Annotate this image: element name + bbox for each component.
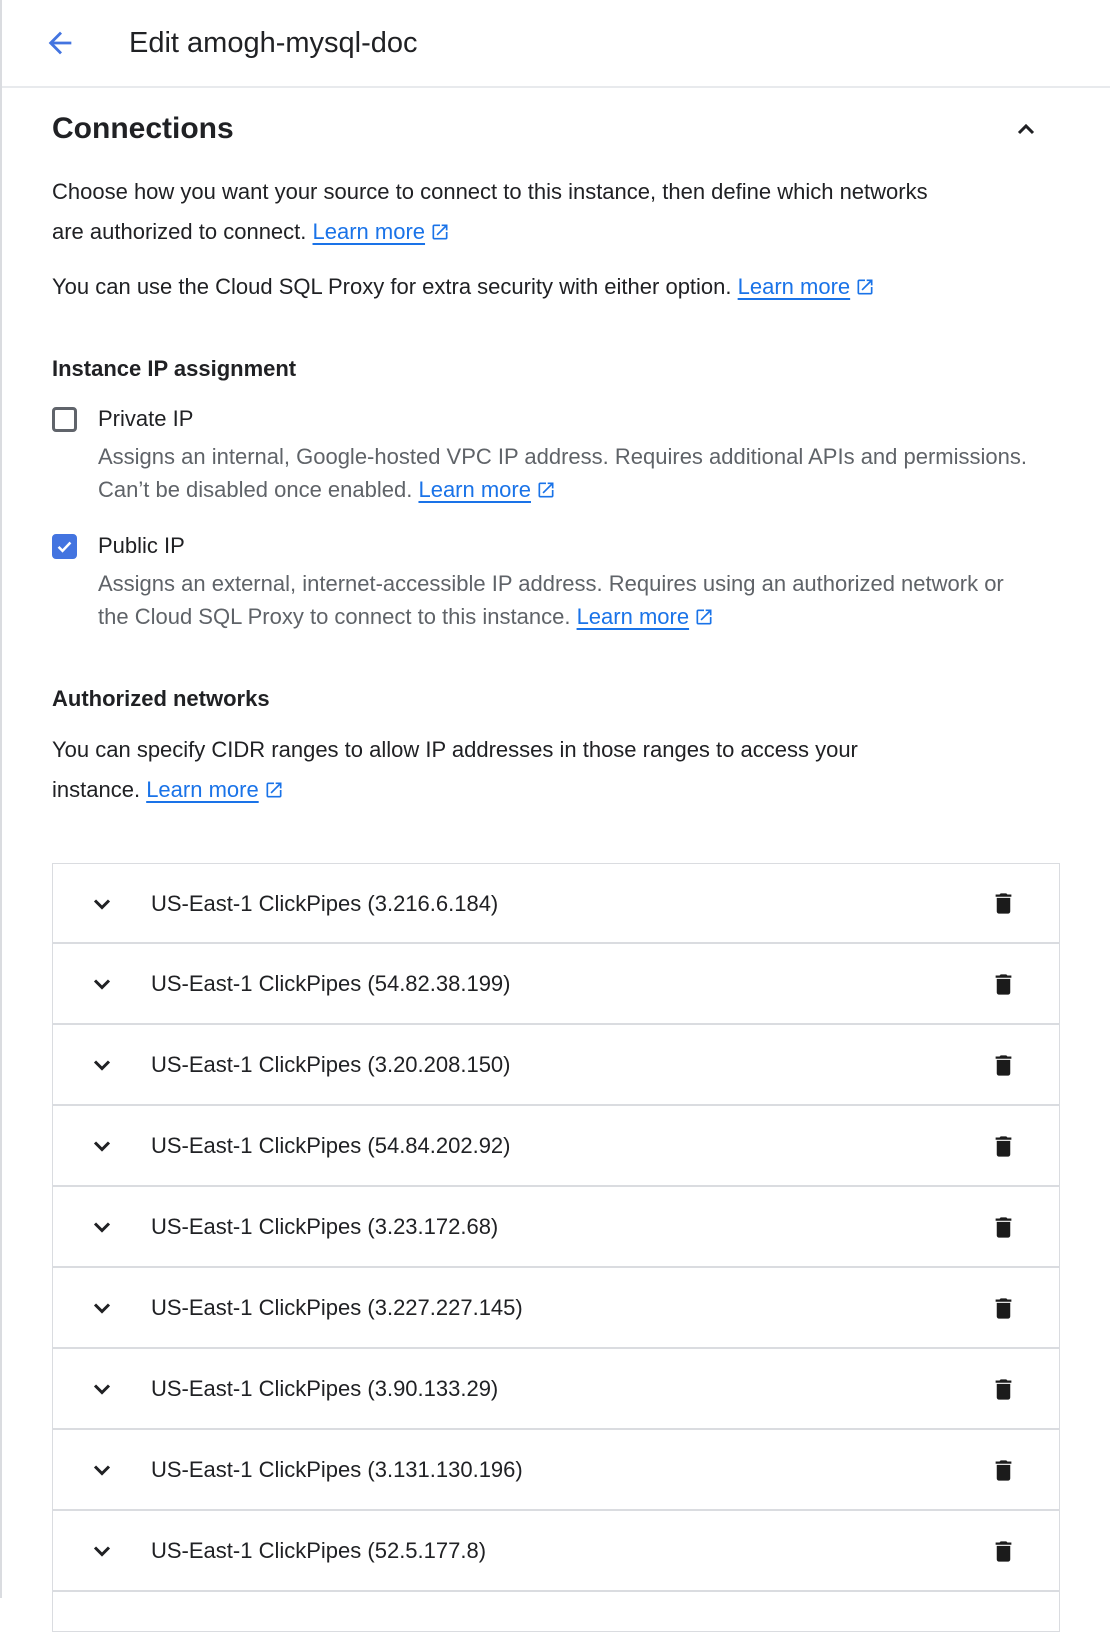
network-row[interactable] [52, 1430, 1060, 1511]
checkbox[interactable] [52, 534, 77, 559]
open-in-new-icon [430, 215, 450, 255]
network-row[interactable] [52, 863, 1060, 944]
trash-icon [990, 1295, 1017, 1322]
checkbox[interactable] [52, 407, 77, 432]
open-in-new-icon [855, 270, 875, 310]
open-in-new-icon [264, 773, 284, 813]
chevron-down-icon [87, 889, 117, 919]
checkmark-icon [55, 537, 74, 556]
delete-network-button[interactable] [987, 1535, 1019, 1567]
section-title: Connections [52, 112, 234, 145]
connections-intro-1 [52, 172, 952, 255]
chevron-down-icon [87, 1131, 117, 1161]
network-label: US-East-1 ClickPipes (3.20.208.150) [151, 1052, 511, 1077]
option-description [98, 567, 1038, 636]
network-label: US-East-1 ClickPipes (3.23.172.68) [151, 1214, 499, 1239]
network-row[interactable] [52, 1349, 1060, 1430]
network-label: US-East-1 ClickPipes (3.227.227.145) [151, 1295, 523, 1320]
network-row[interactable] [52, 1187, 1060, 1268]
ip-assignment-heading: Instance IP assignment [52, 356, 297, 381]
delete-network-button[interactable] [987, 1373, 1019, 1405]
chevron-down-icon [87, 1212, 117, 1242]
connections-intro-1-text: Choose how you want your source to connect to this instance, then define which networks are authorized to connect. [52, 179, 928, 244]
checkbox-row[interactable] [52, 533, 1060, 559]
expand-network-button[interactable] [87, 1374, 117, 1404]
option-description-text: Assigns an internal, Google-hosted VPC IP address. Requires additional APIs and permissions. Can’t be disabled once enabled. [98, 444, 1027, 502]
chevron-up-icon [1011, 114, 1041, 144]
connections-intro-2-text: You can use the Cloud SQL Proxy for extra security with either option. [52, 274, 732, 299]
back-button[interactable] [42, 25, 78, 61]
ip-option [52, 406, 1060, 509]
network-label: US-East-1 ClickPipes (3.216.6.184) [151, 890, 499, 916]
arrow-back-icon [43, 26, 77, 60]
learn-more-link-text: Learn more [146, 777, 259, 802]
chevron-down-icon [87, 1050, 117, 1080]
delete-network-button[interactable] [987, 1211, 1019, 1243]
network-label: US-East-1 ClickPipes (54.82.38.199) [151, 971, 511, 996]
network-row[interactable] [52, 944, 1060, 1025]
learn-more-link[interactable] [313, 219, 451, 244]
delete-network-button[interactable] [987, 1049, 1019, 1081]
chevron-down-icon [87, 1293, 117, 1323]
learn-more-link-text: Learn more [737, 274, 851, 299]
network-label: US-East-1 ClickPipes (3.131.130.196) [151, 1457, 523, 1482]
delete-network-button[interactable] [987, 1292, 1019, 1324]
delete-network-button[interactable] [987, 888, 1019, 920]
option-description-text: Assigns an external, internet-accessible IP address. Requires using an authorized network or the Cloud SQL Proxy to connect to this instance. [98, 571, 1004, 629]
network-row-partial [52, 1592, 1060, 1632]
trash-icon [990, 890, 1017, 917]
trash-icon [990, 1133, 1017, 1160]
checkbox-label: Public IP [98, 533, 185, 558]
network-label: US-East-1 ClickPipes (52.5.177.8) [151, 1538, 487, 1563]
delete-network-button[interactable] [987, 1454, 1019, 1486]
connections-intro-2 [52, 267, 1060, 310]
trash-icon [990, 1376, 1017, 1403]
authorized-networks-description [52, 730, 952, 813]
network-row[interactable] [52, 1025, 1060, 1106]
network-row[interactable] [52, 1106, 1060, 1187]
authorized-networks-description-text: You can specify CIDR ranges to allow IP addresses in those ranges to access your instance. [52, 737, 858, 802]
expand-network-button[interactable] [87, 1212, 117, 1242]
network-label: US-East-1 ClickPipes (54.84.202.92) [151, 1133, 511, 1158]
expand-network-button[interactable] [87, 969, 117, 999]
learn-more-link-text: Learn more [576, 604, 690, 629]
chevron-down-icon [87, 969, 117, 999]
expand-network-button[interactable] [87, 1536, 117, 1566]
open-in-new-icon [536, 476, 556, 509]
trash-icon [990, 1214, 1017, 1241]
expand-network-button[interactable] [87, 1050, 117, 1080]
network-label: US-East-1 ClickPipes (3.90.133.29) [151, 1376, 499, 1401]
trash-icon [990, 1457, 1017, 1484]
header-bar [2, 0, 1110, 88]
collapse-section-button[interactable] [1006, 112, 1046, 146]
network-row[interactable] [52, 1511, 1060, 1592]
chevron-down-icon [87, 1455, 117, 1485]
connections-section-header [52, 112, 1060, 146]
learn-more-link-text: Learn more [312, 219, 426, 244]
ip-options [52, 406, 1060, 636]
checkbox-row[interactable] [52, 406, 1060, 432]
page-title: Edit amogh-mysql-doc [129, 26, 418, 59]
trash-icon [990, 1052, 1017, 1079]
expand-network-button[interactable] [87, 1131, 117, 1161]
delete-network-button[interactable] [987, 1130, 1019, 1162]
expand-network-button[interactable] [87, 1293, 117, 1323]
learn-more-link[interactable] [146, 777, 284, 802]
learn-more-link[interactable] [577, 604, 715, 629]
trash-icon [990, 971, 1017, 998]
network-row[interactable] [52, 1268, 1060, 1349]
learn-more-link[interactable] [418, 477, 556, 502]
chevron-down-icon [87, 1374, 117, 1404]
chevron-down-icon [87, 1536, 117, 1566]
checkbox-label: Private IP [98, 406, 194, 431]
trash-icon [990, 1538, 1017, 1565]
authorized-networks-heading: Authorized networks [52, 686, 270, 711]
learn-more-link-text: Learn more [418, 477, 531, 502]
ip-option [52, 533, 1060, 636]
open-in-new-icon [694, 603, 714, 636]
expand-network-button[interactable] [87, 1455, 117, 1485]
learn-more-link[interactable] [738, 274, 876, 299]
option-description [98, 440, 1038, 509]
delete-network-button[interactable] [987, 968, 1019, 1000]
expand-network-button[interactable] [87, 889, 117, 919]
authorized-networks-list [52, 863, 1060, 1632]
